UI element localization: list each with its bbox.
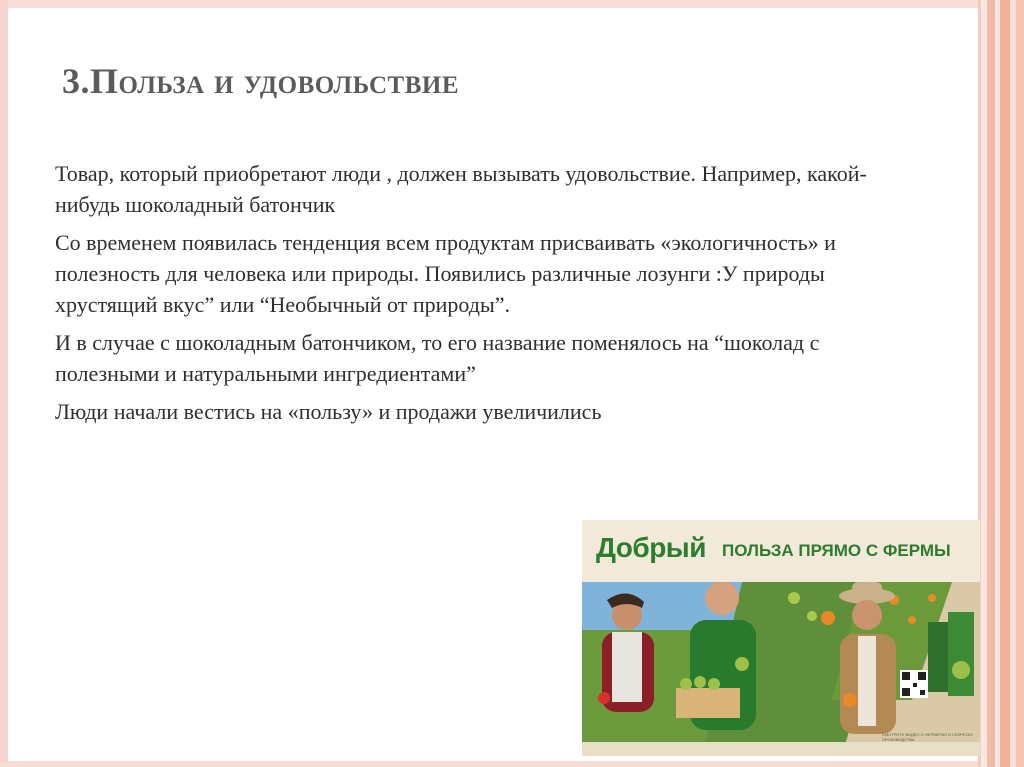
slide-top-border xyxy=(0,0,1024,8)
ad-footnote: СМОТРИТЕ ВИДЕО О ФЕРМЕРАХ И СЕКРЕТАХ ПРОИЗВОДСТВА xyxy=(882,732,973,742)
ad-tagline: ПОЛЬЗА ПРЯМО С ФЕРМЫ xyxy=(722,541,951,560)
paragraph-3: И в случае с шоколадным батончиком, то его название поменялось на “шоколад с полезными и натуральными ингредиентами” xyxy=(55,330,820,386)
decorative-right-stripes xyxy=(978,0,1024,767)
slide-title: 3.Польза и удовольствие xyxy=(62,61,460,101)
slide-bottom-border xyxy=(0,761,1024,767)
advertisement-image xyxy=(582,520,980,756)
paragraph-2: Со временем появилась тенденция всем продуктам присваивать «экологичность» и полезность для человека или природы. Появились различные лозунги :У природы хрустящий вкус” или “Необычный от природы”. xyxy=(55,230,836,317)
slide-body xyxy=(55,158,895,434)
slide-left-border xyxy=(0,0,8,767)
paragraph-4: Люди начали вестись на «пользу» и продажи увеличились xyxy=(55,399,602,424)
brand-logo: Добрый xyxy=(596,532,706,563)
paragraph-1: Товар, который приобретают люди , должен вызывать удовольствие. Например, какой-нибудь шоколадный батончик xyxy=(55,161,867,217)
